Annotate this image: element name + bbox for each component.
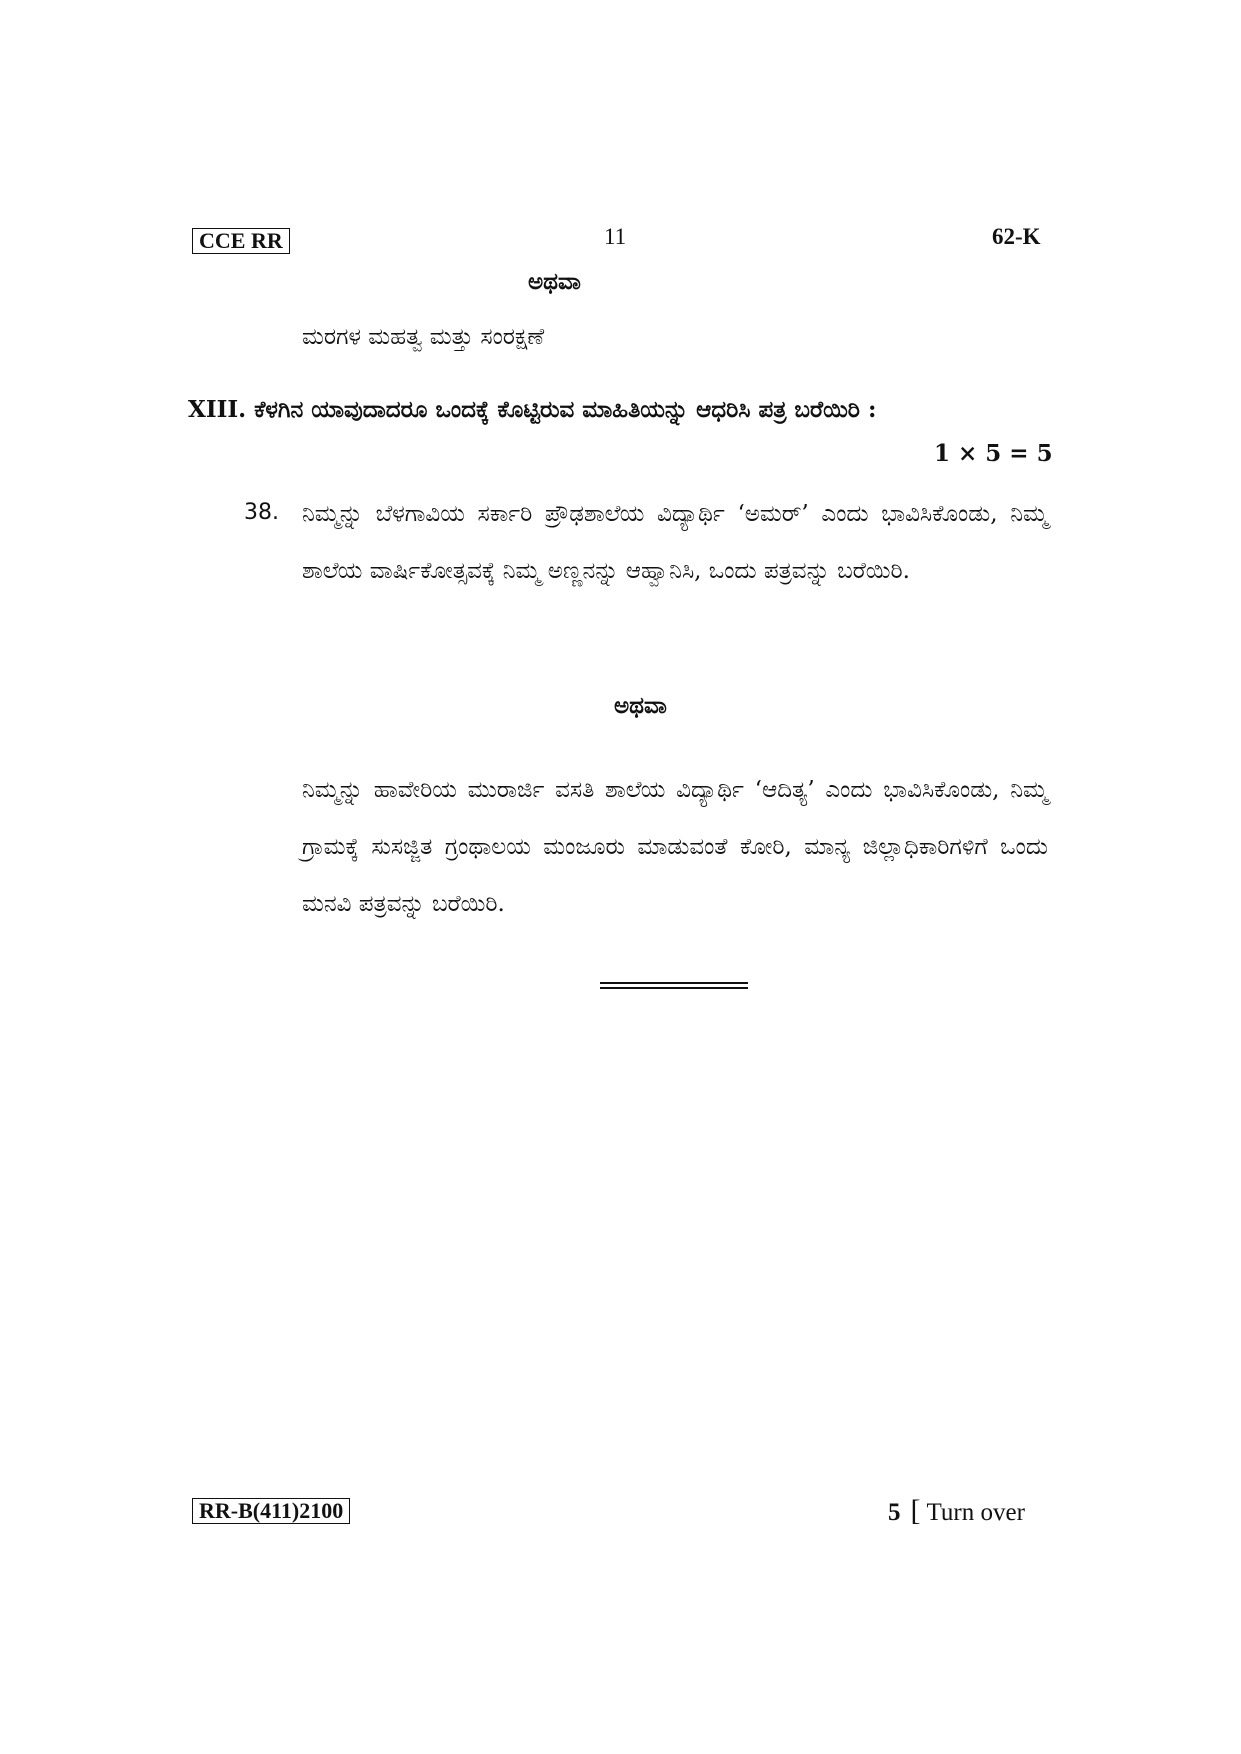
section-heading: XIII. ಕೆಳಗಿನ ಯಾವುದಾದರೂ ಒಂದಕ್ಕೆ ಕೊಟ್ಟಿರುವ ಮಾಹಿತಿಯನ್ನು ಆಧರಿಸಿ ಪತ್ರ ಬರೆಯಿರಿ : [188,396,877,423]
page-number: 11 [604,224,627,249]
section-marks: 1 × 5 = 5 [934,440,1053,467]
footer-code-box: RR-B(411)2100 [192,1498,350,1524]
essay-topic: ಮರಗಳ ಮಹತ್ವ ಮತ್ತು ಸಂರಕ್ಷಣೆ [302,324,545,350]
footer-page-number: 5 [888,1499,901,1526]
question-text-2: ನಿಮ್ಮನ್ನು ಹಾವೇರಿಯ ಮುರಾರ್ಜಿ ವಸತಿ ಶಾಲೆಯ ವಿದ್ಯಾರ್ಥಿ ‘ಆದಿತ್ಯ’ ಎಂದು ಭಾವಿಸಿಕೊಂಡು, ನಿಮ್ಮ ಗ್ರಾಮಕ್ಕೆ ಸುಸಜ್ಜಿತ ಗ್ರಂಥಾಲಯ ಮಂಜೂರು ಮಾಡುವಂತೆ ಕೋರಿ, ಮಾನ್ಯ ಜಿಲ್ಲಾಧಿಕಾರಿಗಳಿಗೆ ಒಂದು ಮನವಿ ಪತ್ರವನ್ನು ಬರೆಯಿರಿ. [302,777,1048,917]
turn-over-label: Turn over [926,1499,1025,1526]
question-number: 38. [244,500,279,525]
end-double-rule [600,982,748,989]
or-label-question: ಅಥವಾ [614,692,667,719]
paper-code-box: CCE RR [192,228,290,254]
or-label-top: ಅಥವಾ [528,268,581,295]
footer-bracket: [ [910,1494,921,1527]
question-text-1: ನಿಮ್ಮನ್ನು ಬೆಳಗಾವಿಯ ಸರ್ಕಾರಿ ಪ್ರೌಢಶಾಲೆಯ ವಿದ್ಯಾರ್ಥಿ ‘ಅಮರ್’ ಎಂದು ಭಾವಿಸಿಕೊಂಡು, ನಿಮ್ಮ ಶಾಲೆಯ ವಾರ್ಷಿಕೋತ್ಸವಕ್ಕೆ ನಿಮ್ಮ ಅಣ್ಣನನ್ನು ಆಹ್ವಾನಿಸಿ, ಒಂದು ಪತ್ರವನ್ನು ಬರೆಯಿರಿ. [302,501,1048,584]
footer-turn-over [888,1494,1025,1528]
subject-code: 62-K [992,224,1041,249]
